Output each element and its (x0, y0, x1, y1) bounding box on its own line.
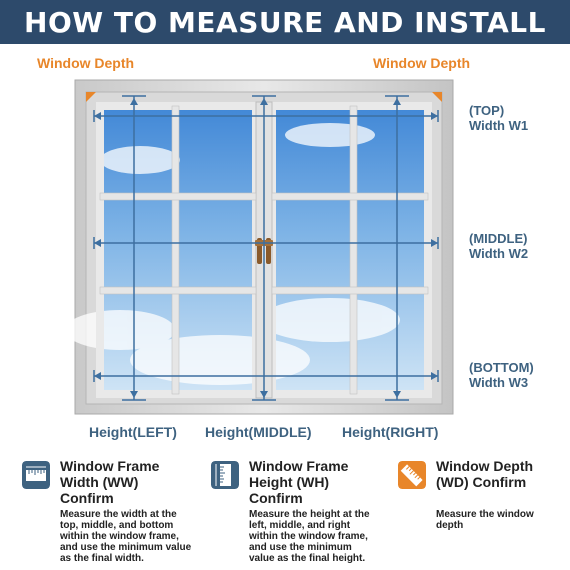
info-width-title-line3: Confirm (60, 490, 114, 506)
info-depth-title-line1: Window Depth (436, 458, 534, 474)
info-height-desc-line2: left, middle, and right (249, 520, 351, 531)
info-height-desc (249, 509, 370, 564)
info-height-title (249, 458, 348, 506)
info-depth-desc-line2: depth (436, 520, 464, 531)
info-width-desc-line5: as the final width. (60, 553, 144, 564)
info-width-desc-line2: top, middle, and bottom (60, 520, 174, 531)
width-middle-position: (MIDDLE) (469, 231, 528, 246)
height-label-right: Height(RIGHT) (342, 424, 439, 440)
width-top-name: Width W1 (469, 118, 529, 133)
info-height-title-line2: Height (WH) (249, 474, 330, 490)
width-label-top (469, 103, 528, 133)
info-depth-title (436, 458, 533, 490)
width-bottom-position: (BOTTOM) (469, 360, 534, 375)
info-width-title (60, 458, 159, 506)
info-width-desc (60, 509, 191, 564)
width-bottom-name: Width W3 (469, 375, 529, 390)
info-height-title-line3: Confirm (249, 490, 303, 506)
info-width-title-line1: Window Frame (60, 458, 160, 474)
info-height-desc-line5: value as the final height. (249, 553, 366, 564)
info-height-desc-line3: within the window frame, (249, 531, 368, 542)
page-title: HOW TO MEASURE AND INSTALL (24, 5, 546, 39)
info-height-desc-line1: Measure the height at the (249, 509, 370, 520)
info-width-desc-line3: within the window frame, (60, 531, 179, 542)
height-label-left: Height(LEFT) (89, 424, 177, 440)
ruler-width-icon (22, 461, 50, 489)
info-width-title-line2: Width (WW) (60, 474, 139, 490)
ruler-height-icon (211, 461, 239, 489)
height-label-middle: Height(MIDDLE) (205, 424, 312, 440)
width-top-position: (TOP) (469, 103, 505, 118)
info-width-desc-line4: and use the minimum value (60, 542, 192, 553)
info-depth-desc (436, 509, 534, 531)
info-width-desc-line1: Measure the width at the (60, 509, 177, 520)
info-depth-desc-line1: Measure the window (436, 509, 534, 520)
info-height-title-line1: Window Frame (249, 458, 349, 474)
info-height-desc-line4: and use the minimum (249, 542, 352, 553)
window-depth-label-right: Window Depth (373, 55, 471, 71)
ruler-depth-icon (398, 461, 426, 489)
info-depth-title-line2: (WD) Confirm (436, 474, 527, 490)
width-middle-name: Width W2 (469, 246, 529, 261)
window-depth-label-left: Window Depth (37, 55, 135, 71)
width-label-middle (469, 231, 528, 261)
width-label-bottom (469, 360, 534, 390)
